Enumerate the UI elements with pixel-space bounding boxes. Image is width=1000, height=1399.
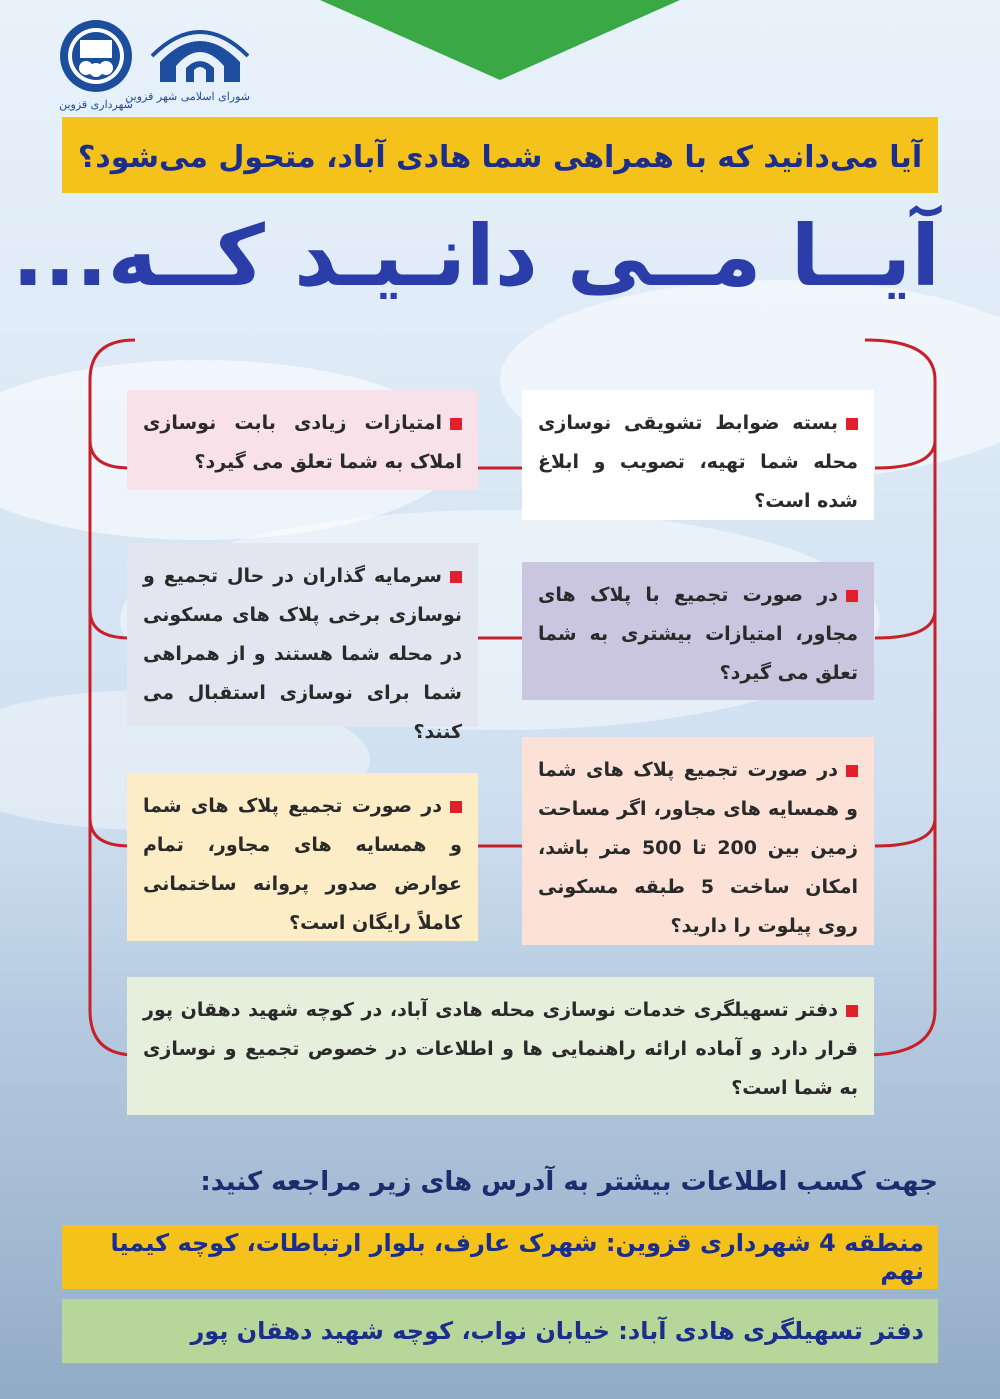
big-title: آیــا مــی دانـیـد کــه... [11,207,940,305]
fact-box-1 [522,390,874,520]
address-municipality: منطقه 4 شهرداری قزوین: شهرک عارف، بلوار ارتباطات، کوچه کیمیا نهم [62,1225,938,1289]
red-bullet-icon [450,801,462,813]
red-bullet-icon [846,1005,858,1017]
fact-box-2 [127,390,478,490]
dome-logo-icon [150,22,250,86]
info-heading: جهت کسب اطلاعات بیشتر به آدرس های زیر مراجعه کنید: [200,1167,938,1197]
fact-text: بسته ضوابط تشویقی نوسازی محله شما تهیه، تصویب و ابلاغ شده است؟ [538,412,858,512]
fact-text: امتیازات زیادی بابت نوسازی املاک به شما تعلق می گیرد؟ [143,412,462,473]
fact-box-4 [127,543,478,743]
fact-text: در صورت تجمیع با پلاک های مجاور، امتیازات بیشتری به شما تعلق می گیرد؟ [538,584,858,684]
fact-box-5 [522,737,874,945]
address-facilitation-office: دفتر تسهیلگری هادی آباد: خیابان نواب، کوچه شهید دهقان پور [62,1299,938,1363]
fact-text: سرمایه گذاران در حال تجمیع و نوسازی برخی پلاک های مسکونی در محله شما هستند و از همراهی شما برای نوسازی استقبال می کنند؟ [143,565,462,743]
fact-box-7 [127,977,874,1115]
red-bullet-icon [450,571,462,583]
fact-box-6 [127,773,478,941]
headline-banner: آیا می‌دانید که با همراهی شما هادی آباد، متحول می‌شود؟ [62,117,938,193]
red-bullet-icon [846,418,858,430]
fact-box-3 [522,562,874,700]
red-bullet-icon [846,765,858,777]
municipality-logo [56,18,136,114]
red-bullet-icon [846,590,858,602]
fact-text: در صورت تجمیع پلاک های شما و همسایه های مجاور، تمام عوارض صدور پروانه ساختمانی کاملاً رایگان است؟ [143,795,462,934]
council-caption: شورای اسلامی شهر قزوین [125,90,250,103]
fact-text: در صورت تجمیع پلاک های شما و همسایه های مجاور، اگر مساحت زمین بین 200 تا 500 متر باشد، امکان ساخت 5 طبقه مسکونی روی پیلوت را دارید؟ [538,759,858,937]
red-bullet-icon [450,418,462,430]
fact-text: دفتر تسهیلگری خدمات نوسازی محله هادی آباد، در کوچه شهید دهقان پور قرار دارد و آماده ارائه راهنمایی ها و اطلاعات در خصوص تجمیع و نوسازی به شما است؟ [143,999,858,1099]
municipality-caption: شهرداری قزوین [59,98,133,111]
seal-logo-icon [56,18,136,94]
council-logo [125,22,250,112]
